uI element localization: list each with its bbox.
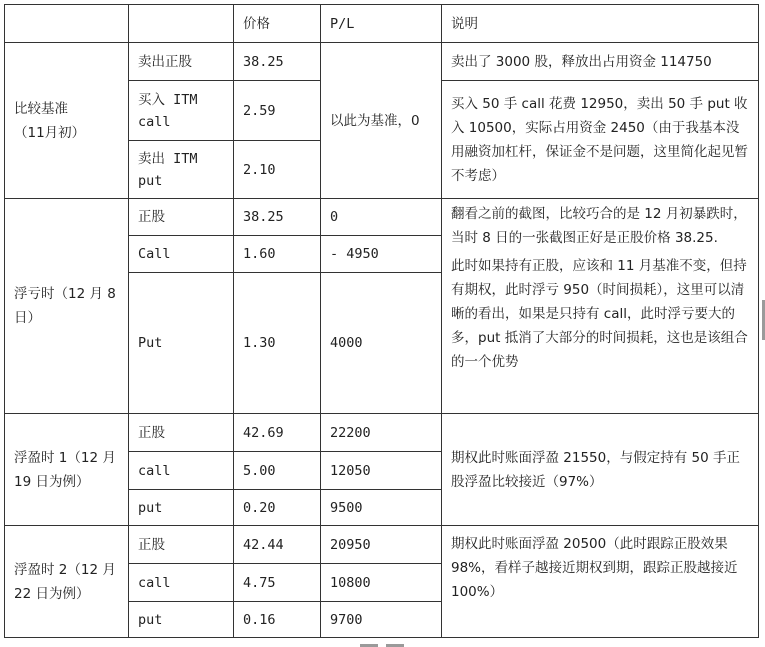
price-cell: 1.60	[234, 236, 321, 273]
header-group-cell	[5, 5, 129, 43]
note-text: 期权此时账面浮盈 21550，与假定持有 50 手正股浮盈比较接近（97%）	[451, 449, 740, 490]
comparison-table	[4, 4, 759, 638]
price-cell: 0.16	[234, 602, 321, 638]
price-cell: 2.10	[234, 141, 321, 199]
note-cell	[442, 81, 759, 199]
price-cell: 42.44	[234, 526, 321, 564]
price-cell: 38.25	[234, 199, 321, 236]
pl-cell: 9700	[321, 602, 442, 638]
price-cell: 5.00	[234, 452, 321, 490]
item-cell: Put	[129, 273, 234, 414]
pl-cell: 22200	[321, 414, 442, 452]
header-price: 价格	[234, 5, 321, 43]
pl-cell: 以此为基准，0	[321, 43, 442, 199]
group-label: 浮盈时 2（12 月 22 日为例）	[14, 561, 116, 602]
note-cell	[442, 414, 759, 526]
pl-cell: 9500	[321, 490, 442, 526]
table-row	[5, 526, 759, 564]
note-cell	[442, 43, 759, 81]
item-cell: call	[129, 564, 234, 602]
table-row	[5, 199, 759, 236]
item-cell: call	[129, 452, 234, 490]
note-text: 此时如果持有正股，应该和 11 月基准不变，但持有期权，此时浮亏 950（时间损耗），这里可以清晰的看出，如果是只持有 call，此时浮亏要大的多，put 抵消了大部分的时间损耗，这也是该组合的一个优势	[451, 258, 748, 370]
price-cell: 0.20	[234, 490, 321, 526]
price-cell: 38.25	[234, 43, 321, 81]
group-label: 浮亏时（12 月 8 日）	[14, 286, 116, 326]
price-cell: 1.30	[234, 273, 321, 414]
note-text: 期权此时账面浮盈 20500（此时跟踪正股效果 98%，看样子越接近期权到期，跟踪正股越接近 100%）	[451, 536, 738, 600]
group-sublabel: （11月初）	[14, 124, 86, 141]
pl-cell: 4000	[321, 273, 442, 414]
item-cell: 正股	[129, 199, 234, 236]
price-cell: 42.69	[234, 414, 321, 452]
item-cell: 买入 ITM call	[129, 81, 234, 141]
header-item-cell	[129, 5, 234, 43]
group-label-loss	[5, 199, 129, 414]
group-label-profit-2	[5, 526, 129, 638]
item-cell: 卖出正股	[129, 43, 234, 81]
item-cell: put	[129, 602, 234, 638]
note-text: 翻看之前的截图，比较巧合的是 12 月初暴跌时，当时 8 日的一张截图正好是正股价格 38.25.	[451, 206, 747, 246]
price-cell: 2.59	[234, 81, 321, 141]
header-row	[5, 5, 759, 43]
item-cell: 正股	[129, 526, 234, 564]
group-label-baseline	[5, 43, 129, 199]
note-text: 卖出了 3000 股，释放出占用资金 114750	[451, 53, 712, 70]
note-cell	[442, 526, 759, 638]
item-cell: 正股	[129, 414, 234, 452]
group-label: 浮盈时 1（12 月 19 日为例）	[14, 449, 116, 490]
item-cell: 卖出 ITM put	[129, 141, 234, 199]
note-text: 买入 50 手 call 花费 12950，卖出 50 手 put 收入 10500，实际占用资金 2450（由于我基本没用融资加杠杆，保证金不是问题，这里简化起见暂不考虑）	[451, 95, 748, 184]
pl-cell: 20950	[321, 526, 442, 564]
header-note: 说明	[442, 5, 759, 43]
item-cell: put	[129, 490, 234, 526]
table-row	[5, 414, 759, 452]
price-cell: 4.75	[234, 564, 321, 602]
pl-cell: - 4950	[321, 236, 442, 273]
group-label: 比较基准	[14, 100, 68, 117]
group-label-profit-1	[5, 414, 129, 526]
header-pl: P/L	[321, 5, 442, 43]
item-cell: Call	[129, 236, 234, 273]
pl-cell: 0	[321, 199, 442, 236]
pl-cell: 10800	[321, 564, 442, 602]
note-cell	[442, 199, 759, 414]
table-row	[5, 43, 759, 81]
pl-cell: 12050	[321, 452, 442, 490]
